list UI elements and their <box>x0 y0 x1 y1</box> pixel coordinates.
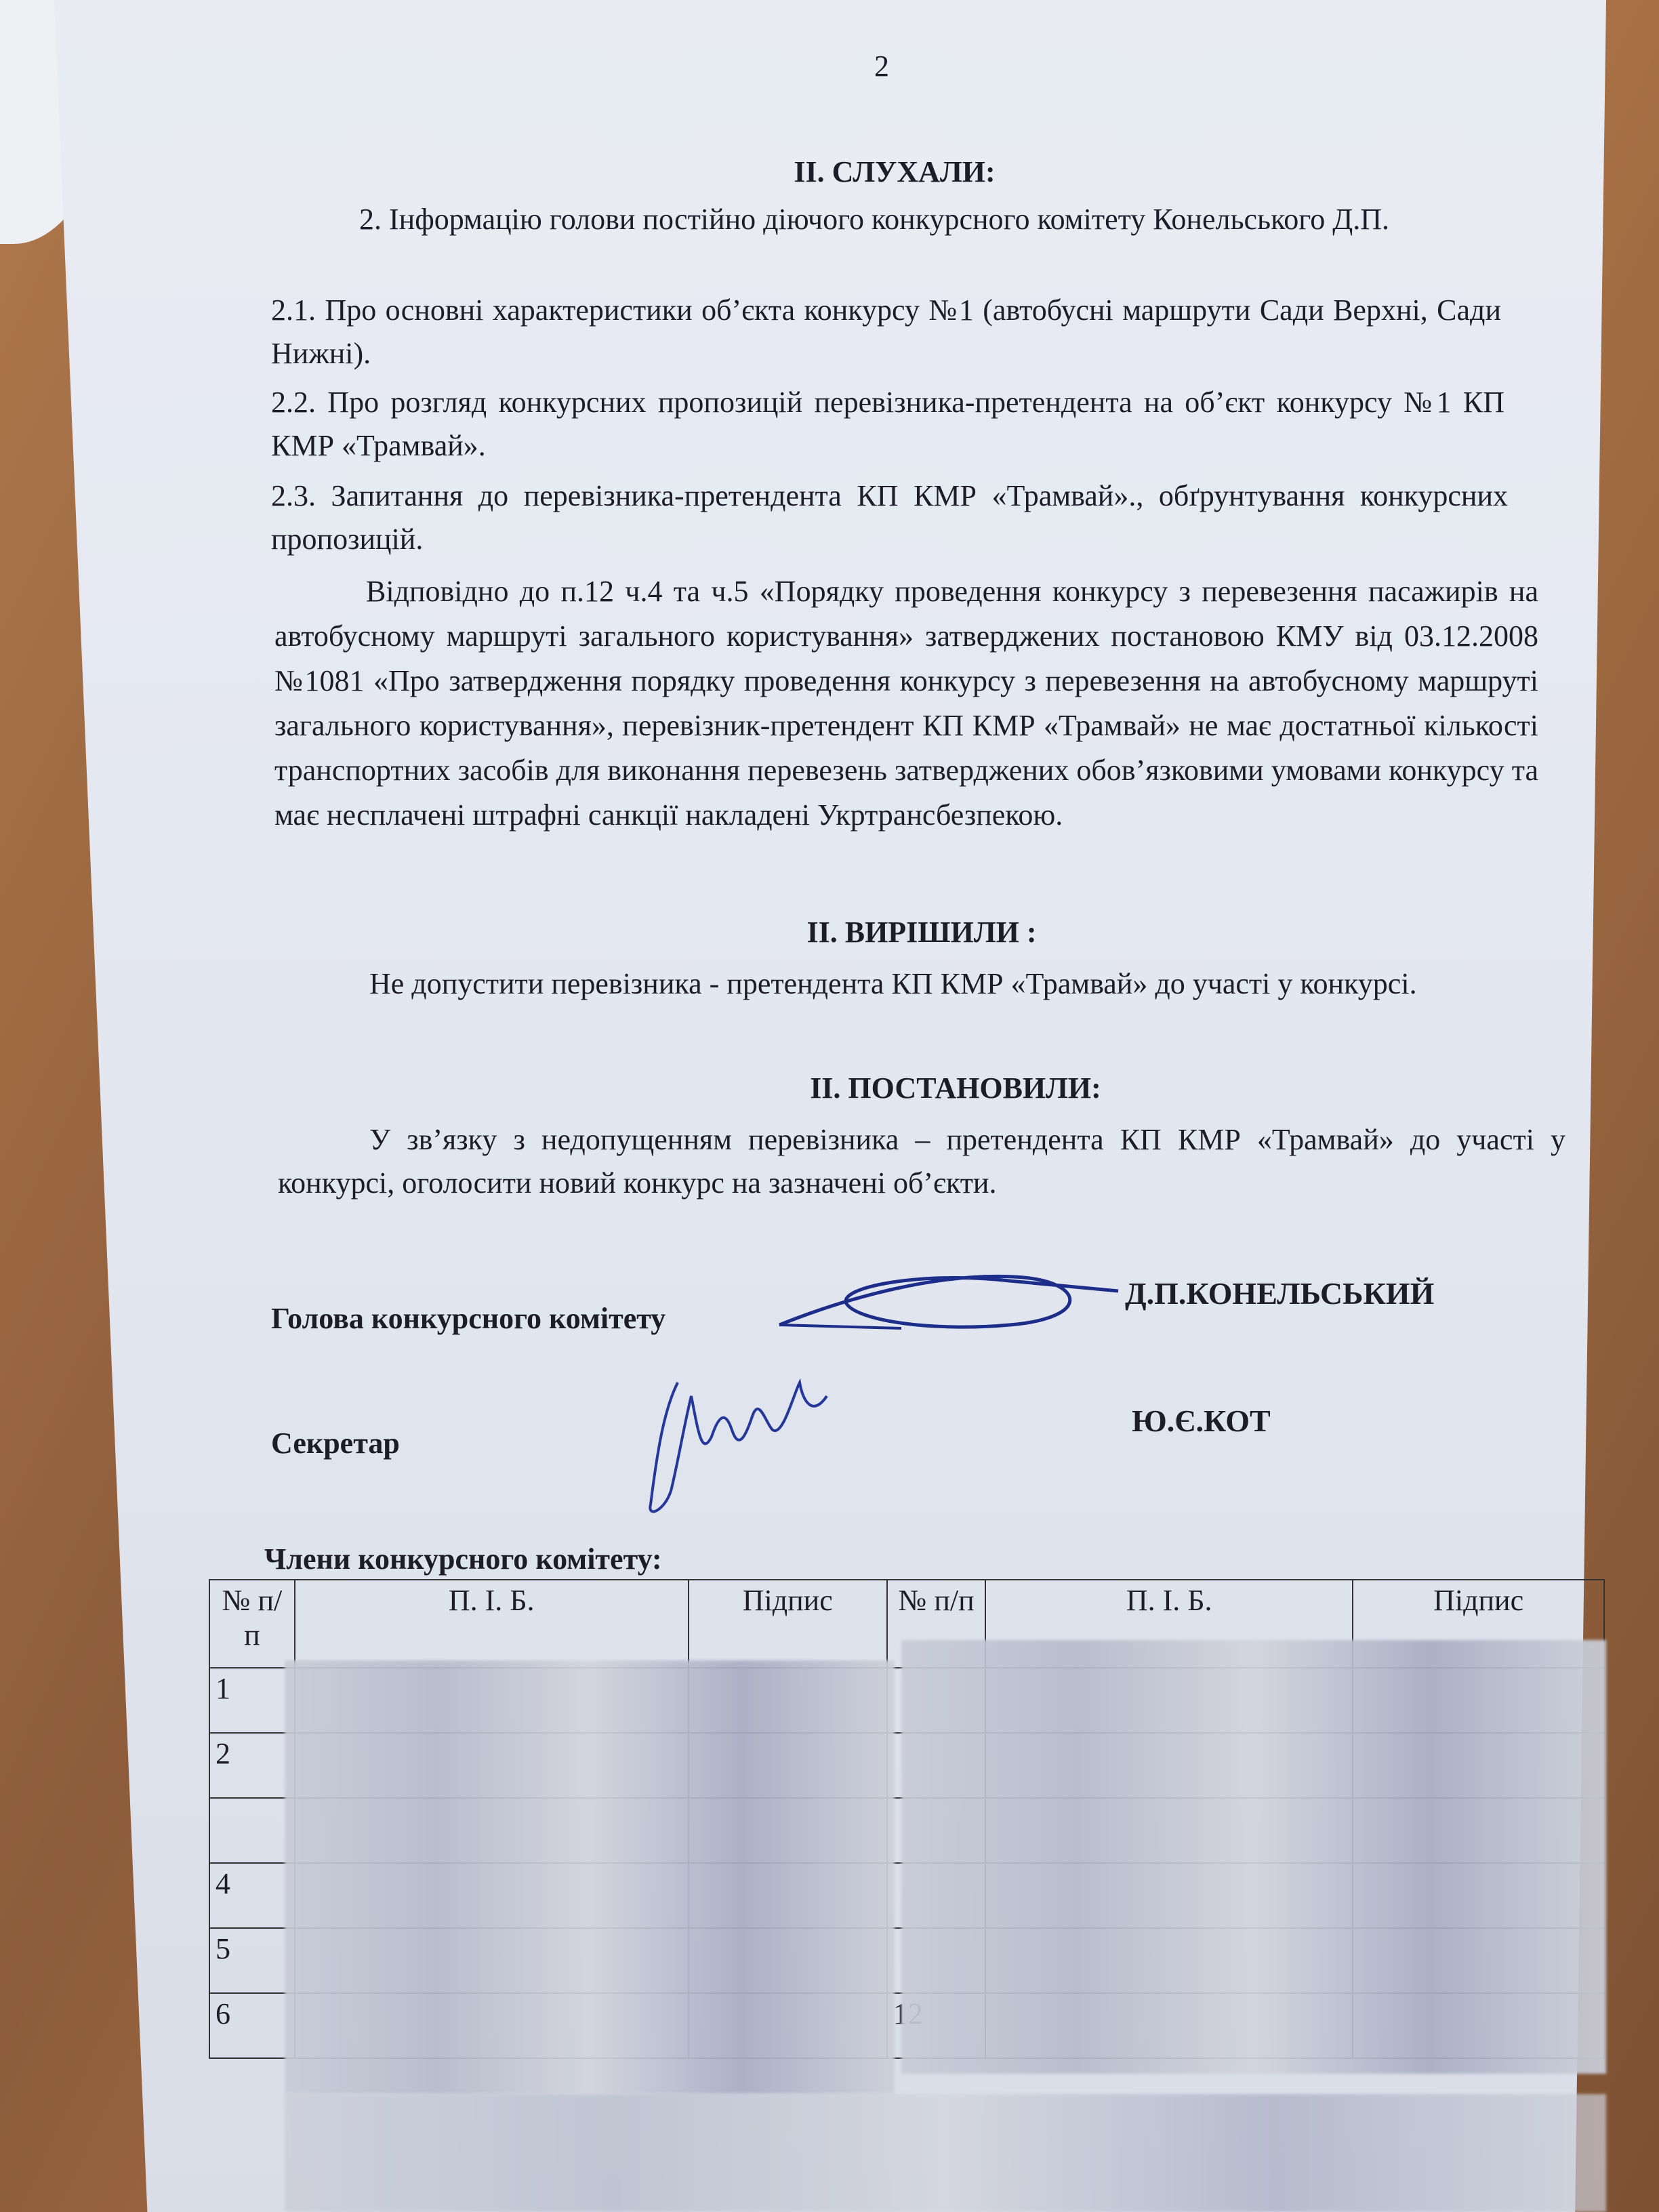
col-header-name-left: П. І. Б. <box>295 1580 689 1668</box>
row-number: 6 <box>209 1993 295 2058</box>
heading-resolved: II. ПОСТАНОВИЛИ: <box>810 1071 1101 1105</box>
col-header-name-right: П. І. Б. <box>985 1580 1353 1668</box>
resolved-text: У зв’язку з недопущенням перевізника – претендента КП КМР «Трамвай» до участі у конкурсі, оголосити новий конкурс на зазначені об’єкти. <box>278 1123 1565 1200</box>
secretary-signature <box>637 1355 840 1525</box>
item-2-3: 2.3. Запитання до перевізника-претендента КП КМР «Трамвай»., обґрунтування конкурсних пропозицій. <box>271 479 1508 556</box>
decided-text: Не допустити перевізника - претендента КП КМР «Трамвай» до участі у конкурсі. <box>369 967 1417 1000</box>
row-number: 2 <box>209 1733 295 1798</box>
row-number: 5 <box>209 1928 295 1993</box>
col-header-num-right: № п/п <box>887 1580 985 1668</box>
redacted-area-bottom <box>285 2094 1606 2212</box>
item-2-2: 2.2. Про розгляд конкурсних пропозицій перевізника-претендента на об’єкт конкурсу №1 КП КМР «Трамвай». <box>271 386 1504 462</box>
row-number: 1 <box>209 1668 295 1733</box>
col-header-sign-left: Підпис <box>689 1580 887 1668</box>
chair-name: Д.П.КОНЕЛЬСЬКИЙ <box>1125 1276 1435 1311</box>
item-2-1: 2.1. Про основні характеристики об’єкта конкурсу №1 (автобусні маршрути Сади Верхні, Сади Нижні). <box>271 293 1501 370</box>
redacted-area-left <box>285 1660 895 2094</box>
col-header-num-left: № п/п <box>209 1580 295 1668</box>
secretary-label: Секретар <box>271 1427 400 1460</box>
item-2: 2. Інформацію голови постійно діючого конкурсного комітету Конельського Д.П. <box>359 203 1389 236</box>
col-header-sign-right: Підпис <box>1353 1580 1604 1668</box>
justification-paragraph: Відповідно до п.12 ч.4 та ч.5 «Порядку проведення конкурсу з перевезення пасажирів на автобусному маршруті загального користування» затверджених постановою КМУ від 03.12.2008 №1081 «Про затвердження порядку проведення конкурсу з перевезення на автобусному маршруті загального користування», перевізник-претендент КП КМР «Трамвай» не має достатньої кількості транспортних засобів для виконання перевезень затверджених обов’язковими умовами конкурсу та має несплачені штрафні санкції накладені Укртрансбезпекою. <box>274 575 1538 832</box>
chair-label: Голова конкурсного комітету <box>271 1302 666 1335</box>
row-number: 4 <box>209 1863 295 1928</box>
row-number <box>209 1798 295 1863</box>
chair-signature <box>766 1257 1145 1345</box>
secretary-name: Ю.Є.КОТ <box>1132 1404 1271 1438</box>
heading-decided: II. ВИРІШИЛИ : <box>806 916 1037 949</box>
redacted-area-right <box>901 1640 1606 2074</box>
page-number: 2 <box>874 49 889 83</box>
members-title: Члени конкурсного комітету: <box>264 1542 662 1576</box>
heading-heard: II. СЛУХАЛИ: <box>794 155 996 188</box>
